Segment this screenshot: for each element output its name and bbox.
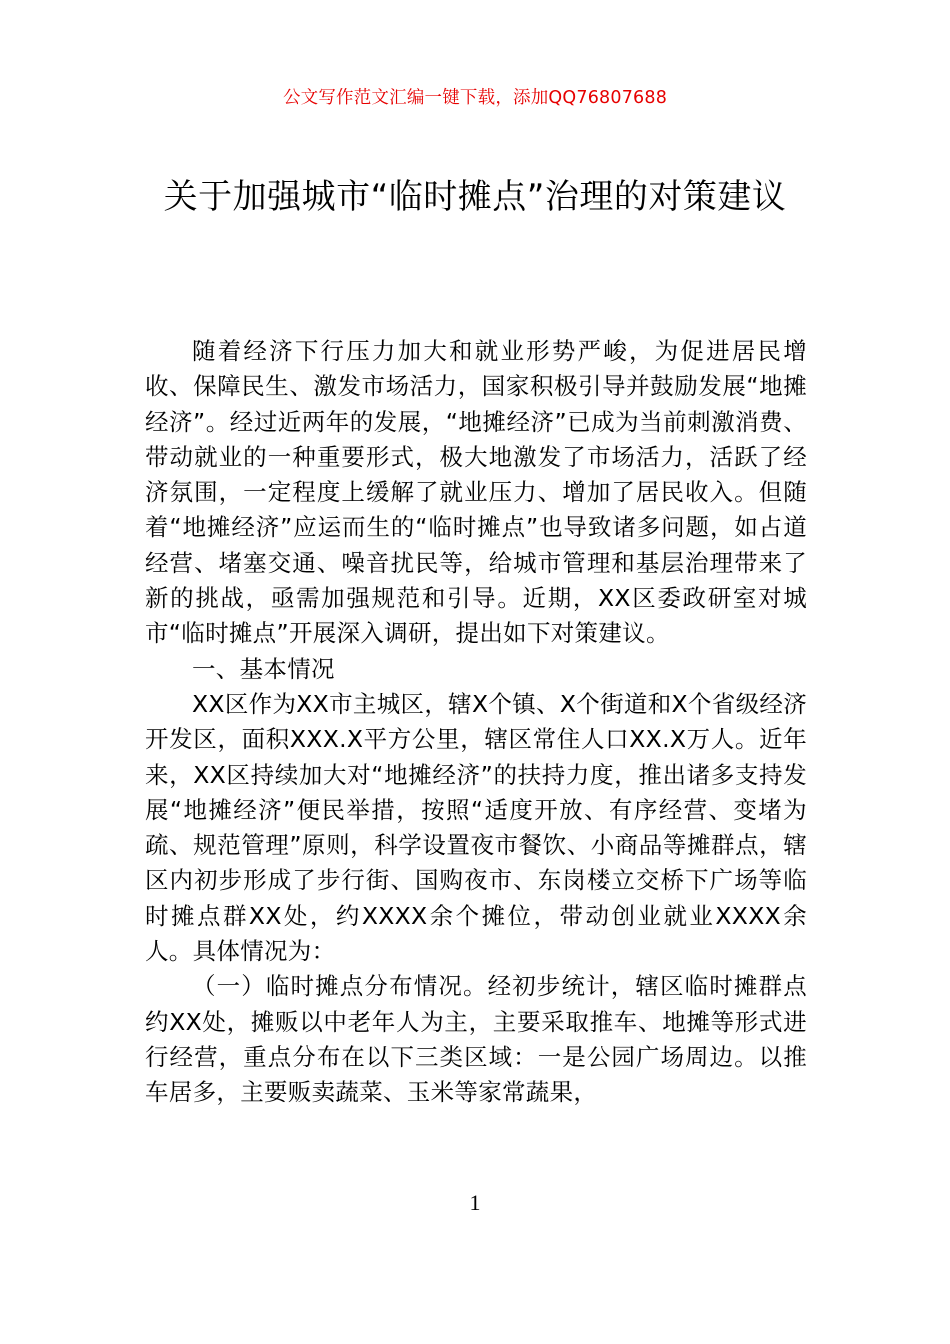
- paragraph-stall-distribution: （一）临时摊点分布情况。经初步统计，辖区临时摊群点约XX处，摊贩以中老年人为主，主要采取推车、地摊等形式进行经营，重点分布在以下三类区域：一是公园广场周边。以推车居多，主要贩卖蔬菜、玉米等家常蔬果，: [145, 972, 807, 1107]
- document-body: [145, 334, 807, 1111]
- header-download-note: 公文写作范文汇编一键下载，添加QQ76807688: [282, 88, 668, 108]
- section-heading-basic-situation: 一、基本情况: [192, 654, 335, 683]
- document-title: 关于加强城市“临时摊点”治理的对策建议: [163, 177, 787, 217]
- paragraph-intro: 随着经济下行压力加大和就业形势严峻，为促进居民增收、保障民生、激发市场活力，国家积极引导并鼓励发展“地摊经济”。经过近两年的发展，“地摊经济”已成为当前刺激消费、带动就业的一种重要形式，极大地激发了市场活力，活跃了经济氛围，一定程度上缓解了就业压力、增加了居民收入。但随着“地摊经济”应运而生的“临时摊点”也导致诸多问题，如占道经营、堵塞交通、噪音扰民等，给城市管理和基层治理带来了新的挑战，亟需加强规范和引导。近期，XX区委政研室对城市“临时摊点”开展深入调研，提出如下对策建议。: [145, 337, 807, 648]
- paragraph-district-overview: XX区作为XX市主城区，辖X个镇、X个街道和X个省级经济开发区，面积XXX.X平方公里，辖区常住人口XX.X万人。近年来，XX区持续加大对“地摊经济”的扶持力度，推出诸多支持发展“地摊经济”便民举措，按照“适度开放、有序经营、变堵为疏、规范管理”原则，科学设置夜市餐饮、小商品等摊群点，辖区内初步形成了步行街、国购夜市、东岗楼立交桥下广场等临时摊点群XX处，约XXXX余个摊位，带动创业就业XXXX余人。具体情况为：: [145, 689, 807, 966]
- page-number: 1: [469, 1190, 481, 1215]
